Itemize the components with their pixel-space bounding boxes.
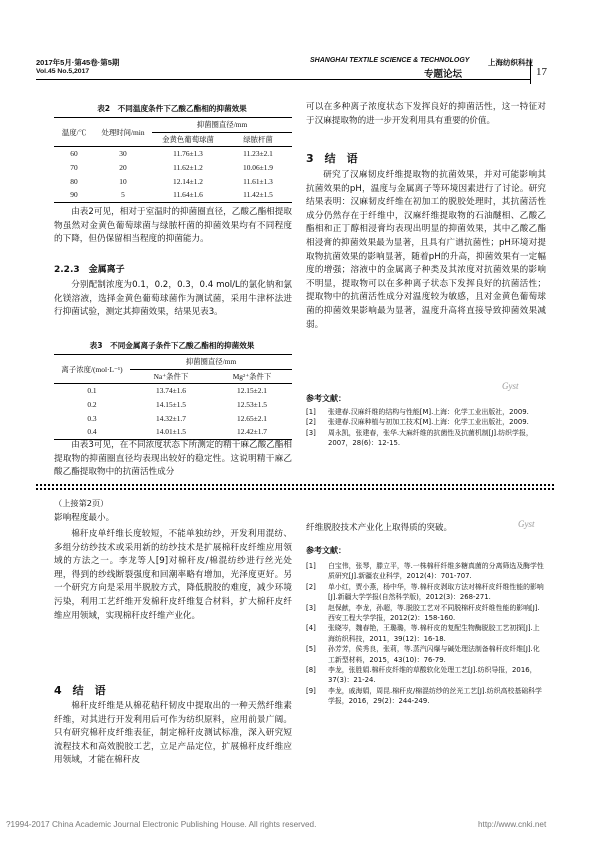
header-issue: 2017年5月·第45卷·第5期 (36, 58, 120, 67)
table3-col-concentration: 离子浓度/(mol·L⁻¹) (54, 355, 130, 384)
table3-sub-mg: Mg²⁺条件下 (212, 369, 292, 384)
table2-col-temp: 温度/℃ (54, 118, 94, 147)
reference-item: [1] 张建春.汉麻纤维的结构与性能[M].上海：化学工业出版社，2009. (306, 408, 529, 416)
reference-item: [2] 张建春.汉麻种植与初加工技术[M].上海：化学工业出版社，2009. (306, 418, 529, 427)
table-row: 80 10 12.14±1.2 11.61±1.3 (70, 176, 273, 186)
reference-item: [9] 李龙，戚海娟，周昆.棉秆皮/棉混纺纱的丝光工艺[J].纺织高校基础科学学报，2016，29(2)：244-249. (306, 686, 542, 706)
table3-sub-na: Na⁺条件下 (130, 369, 212, 384)
table-row: 0.3 14.32±1.7 12.65±2.1 (87, 413, 267, 423)
header-journal-en: SHANGHAI TEXTILE SCIENCE & TECHNOLOGY (310, 57, 470, 64)
references-title-2: 参考文献： (306, 546, 346, 555)
table2 (54, 117, 292, 203)
table2-col-time: 处理时间/min (94, 118, 152, 147)
journal-logo-mark-2: Gyst (518, 519, 535, 529)
paragraph-conclusion-4: 棉秆皮纤维是从棉花秸秆韧皮中提取出的一种天然纤维素纤维，对其进行开发利用后可作为纺织原料，应用前景广阔。只有研究棉秆皮纤维表征，制定棉秆皮测试标准，深入研究短流程技术和高效脱胶工艺，立足产品定位，扩展棉秆皮纤维应用领域，才能在棉秆皮 (54, 701, 292, 766)
paragraph-after-table2: 由表2可见，相对于室温时的抑菌圈直径，乙酸乙酯相提取物虽然对金黄色葡萄球菌与绿脓杆菌的抑菌效果均有不同程度的下降，但仍保留相当程度的抑菌能力。 (54, 207, 292, 245)
article-divider-secondary (36, 488, 554, 490)
heading-2-2-3: 2.2.3 金属离子 (54, 265, 125, 275)
references-list-2 (306, 561, 546, 707)
reference-item: [8] 李龙，张胜娟.棉秆皮纤维的草酸软化处理工艺[J].纺织导报，2016，37(3)：21-24. (306, 666, 537, 685)
header-journal-cn: 上海纺织科技 (488, 58, 533, 67)
table2-sub-staph: 金黄色葡萄球菌 (152, 132, 224, 147)
page-number-divider (530, 60, 531, 84)
paragraph-after-table3: 由表3可见，在不同浓度状态下所测定的精干麻乙酸乙酯相提取物的抑菌圈直径均表现出较好的稳定性。这说明精干麻乙酸乙酯提取物中的抗菌活性成分 (54, 440, 292, 478)
paragraph-right-continuation: 可以在多种离子浓度状态下发挥良好的抑菌活性，这一特征对于汉麻提取物的进一步开发利用具有重要的价值。 (306, 102, 546, 126)
table3-caption: 表3 不同金属离子条件下乙酸乙酯相的抑菌效果 (89, 341, 255, 350)
copyright-footer: ?1994-2017 China Academic Journal Electronic Publishing House. All rights reserved. (6, 820, 317, 829)
reference-item: [3] 赵保献，李龙，孙超，等.脱胶工艺对不同脱棉秆皮纤维性能的影响[J].西安工程大学学报，2012(2)：158-160. (306, 603, 540, 623)
paragraph-conclusion-3: 研究了汉麻韧皮纤维提取物的抗菌效果，并对可能影响其抗菌效果的pH，温度与金属离子等环境因素进行了讨论。研究结果表明：汉麻韧皮纤维在初加工的脱胶处理时，其抗菌活性成分仍然存在于纤维中，汉麻纤维提取物的石油醚相、乙酸乙酯相和正丁醇相浸膏均表现出明显的抑菌效果，其中乙酸乙酯相浸膏的抑菌效果最为显著，且具有广谱抗菌性；pH环境对提取物抗菌效果的影响显著，随着pH的升高，抑菌效果有一定幅度的增强；溶液中的金属离子种类及其浓度对抗菌效果的影响不明显，提取物可以在多种离子状态下发挥良好的抗菌活性；提取物中的抗菌活性成分对温度较为敏感，且对金黄色葡萄球菌的抑菌效果影响最为显著，温度升高将直接导致抑菌效果减弱。 (306, 170, 546, 330)
table-row: 0.2 14.15±1.5 12.53±1.5 (87, 400, 267, 410)
table2-caption: 表2 不同温度条件下乙酸乙酯相的抑菌效果 (97, 104, 247, 113)
table3-group-header: 抑菌圈直径/mm (130, 355, 292, 370)
journal-logo-mark: Gyst (502, 381, 519, 391)
table-row: 70 20 11.62±1.2 10.06±1.9 (70, 163, 273, 173)
footer-url[interactable]: http://www.cnki.net (478, 820, 547, 829)
paragraph-metal-ions: 分别配制浓度为0.1，0.2，0.3，0.4 mol/L的氯化钠和氯化镁溶液，选择金黄色葡萄球菌作为测试菌，采用牛津杯法进行抑菌试验，测定其抑菌效果，结果见表3。 (54, 280, 292, 318)
heading-conclusion-3: 3 结 语 (306, 152, 358, 165)
paragraph-cotton-stalk-bark: 棉秆皮单纤维长度较短，不能单独纺纱，开发利用混纺、多组分纺纱技术或采用新的纺纱技术是扩展棉秆皮纤维应用领域的方法之一。李龙等人[9]对棉秆皮/棉混纺纱进行丝光处理，得到的纱线断裂强度和回潮率略有增加，光泽度更好。另一个研究方向是采用半脱胶方式，降低脱胶的难度，减少环境污染，利用工艺纤维开发棉秆皮纤维复合材料，扩大棉秆皮纤维应用领域，实现棉秆皮纤维产业化。 (54, 529, 292, 621)
paragraph-right-bottom: 纤维脱胶技术产业化上取得质的突破。 (306, 523, 453, 533)
page-number: 17 (536, 66, 547, 78)
references-list-1 (306, 407, 546, 449)
table3 (54, 354, 292, 440)
article-divider (36, 484, 554, 486)
references-title-1: 参考文献： (306, 394, 346, 403)
reference-item: [2] 单小红，贾小燕，杨中华，等.棉秆皮剥取方法对棉秆皮纤维性能的影响[J].新疆大学学报(自然科学版)，2012(3)：268-271. (306, 582, 544, 602)
heading-conclusion-4: 4 结 语 (54, 684, 106, 697)
table-row: 0.1 13.74±1.6 12.15±2.1 (87, 386, 267, 396)
reference-item: [1] 白宝伟，张琴，滕立平，等.一株棉秆纤维多糖真菌的分离筛选及酶学性质研究[J].新疆农业科学，2012(4)：701-707. (306, 562, 544, 581)
table-row: 60 30 11.76±1.3 11.23±2.1 (70, 149, 273, 159)
header-volume: Vol.45 No.5,2017 (36, 68, 90, 75)
reference-item: [3] 周永凯，张建春，张华.大麻纤维的抗菌性及抗菌机制[J].纺织学报，2007，28(6)：12-15. (306, 428, 533, 448)
table-row: 0.4 14.01±1.5 12.42±1.7 (54, 425, 292, 439)
table-row: 90 5 11.64±1.6 11.42±1.5 (54, 188, 292, 202)
table2-sub-pseudo: 绿脓杆菌 (224, 132, 292, 147)
continuation-note: （上接第2页） (54, 498, 109, 508)
paragraph-left-continuation: 影响程度最小。 (54, 513, 115, 523)
section-label: 专题论坛 (424, 69, 463, 80)
reference-item: [5] 孙芳芳，侯秀良，张莉，等.蒸汽闪爆与碱处理法制备棉秆皮纤维[J].化工新型材料，2015，43(10)：76-79. (306, 645, 540, 664)
reference-item: [4] 张晓岑，魏春艳，王璐璐，等.棉秆皮的复配生物酶脱胶工艺初探[J].上海纺织科技，2011，39(12)：16-18. (306, 624, 540, 643)
table2-group-header: 抑菌圈直径/mm (152, 118, 292, 133)
